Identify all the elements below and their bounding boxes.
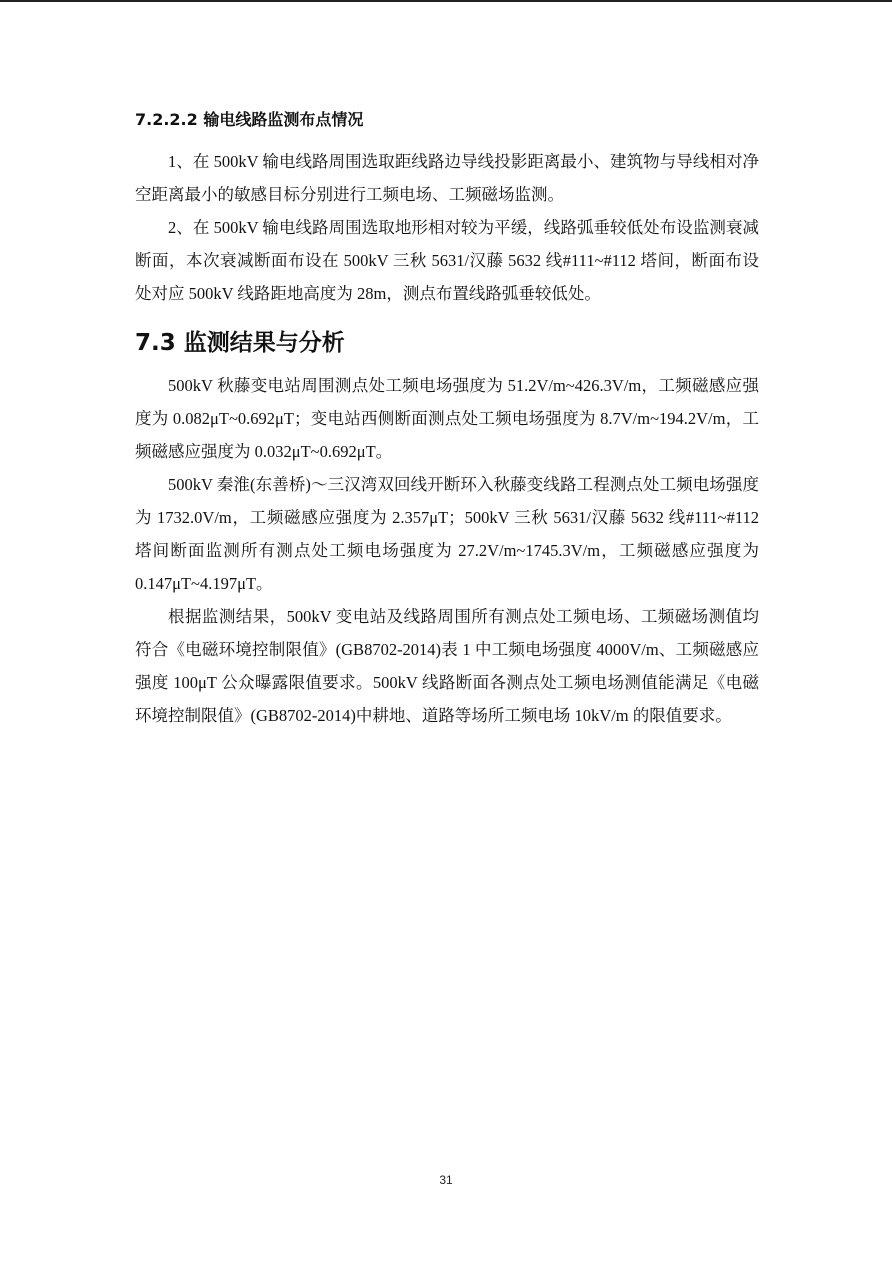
- section-body: [135, 369, 759, 732]
- page-number: 31: [439, 1173, 453, 1187]
- subsection-body: [135, 145, 759, 310]
- paragraph-monitoring-point-2: 2、在 500kV 输电线路周围选取地形相对较为平缓，线路弧垂较低处布设监测衰减断面，本次衰减断面布设在 500kV 三秋 5631/汉藤 5632 线#111~#112 塔间，断面布设处对应 500kV 线路距地高度为 28m，测点布置线路弧垂较低处。: [135, 218, 759, 303]
- paragraph-substation-results: 500kV 秋藤变电站周围测点处工频电场强度为 51.2V/m~426.3V/m，工频磁感应强度为 0.082μT~0.692μT；变电站西侧断面测点处工频电场强度为 8.7V/m~194.2V/m，工频磁感应强度为 0.032μT~0.692μT。: [135, 376, 759, 461]
- paragraph-line-results: 500kV 秦淮(东善桥)～三汉湾双回线开断环入秋藤变线路工程测点处工频电场强度为 1732.0V/m，工频磁感应强度为 2.357μT；500kV 三秋 5631/汉藤 5632 线#111~#112 塔间断面监测所有测点处工频电场强度为 27.2V/m~1745.3V/m，工频磁感应强度为 0.147μT~4.197μT。: [135, 475, 759, 593]
- paragraph-conclusion: 根据监测结果，500kV 变电站及线路周围所有测点处工频电场、工频磁场测值均符合《电磁环境控制限值》(GB8702-2014)表 1 中工频电场强度 4000V/m、工频磁感应强度 100μT 公众曝露限值要求。500kV 线路断面各测点处工频电场测值能满足《电磁环境控制限值》(GB8702-2014)中耕地、道路等场所工频电场 10kV/m 的限值要求。: [135, 607, 759, 725]
- paragraph-monitoring-point-1: 1、在 500kV 输电线路周围选取距线路边导线投影距离最小、建筑物与导线相对净空距离最小的敏感目标分别进行工频电场、工频磁场监测。: [135, 152, 759, 204]
- subsection-heading-7-2-2-2: 7.2.2.2 输电线路监测布点情况: [135, 110, 364, 129]
- document-page: [135, 0, 759, 1262]
- section-heading-7-3: 7.3 监测结果与分析: [135, 330, 345, 356]
